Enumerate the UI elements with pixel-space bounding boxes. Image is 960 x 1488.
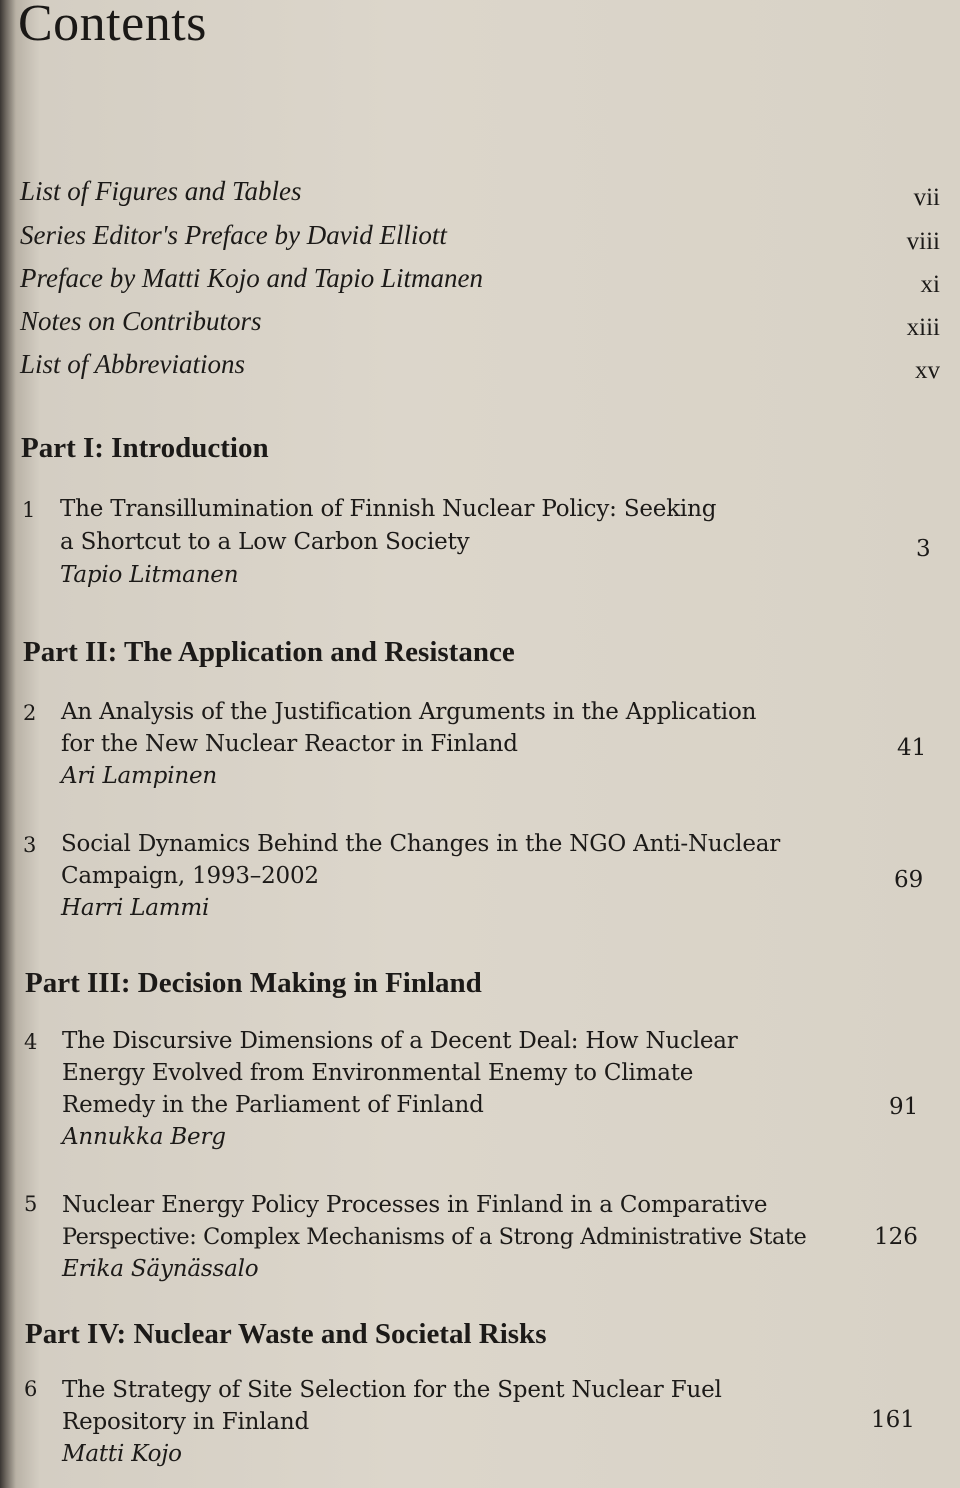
front-matter-entry [20, 306, 940, 341]
front-matter-entry [20, 349, 940, 384]
chapter-title-line: An Analysis of the Justification Arguments in the Application [61, 699, 757, 725]
chapter-page: 91 [889, 1094, 919, 1120]
chapter-page: 126 [874, 1224, 918, 1250]
front-matter-entry [20, 220, 940, 255]
chapter-author: Erika Säynässalo [62, 1256, 259, 1282]
chapter-title-line: The Discursive Dimensions of a Decent Deal: How Nuclear [62, 1028, 738, 1054]
chapter-page: 41 [897, 735, 927, 761]
chapter-title-line: Perspective: Complex Mechanisms of a Strong Administrative State [62, 1224, 807, 1250]
chapter-number: 3 [23, 833, 37, 857]
chapter-author: Harri Lammi [61, 895, 210, 921]
entry-page: xi [920, 271, 940, 298]
part-heading: Part II: The Application and Resistance [23, 636, 515, 668]
chapter-title-line: a Shortcut to a Low Carbon Society [60, 529, 470, 555]
entry-title: Series Editor's Preface by David Elliott [20, 220, 447, 250]
entry-page: xv [915, 357, 940, 384]
entry-title: Preface by Matti Kojo and Tapio Litmanen [20, 263, 483, 293]
chapter-number: 2 [23, 701, 37, 725]
chapter-author: Matti Kojo [62, 1441, 182, 1467]
chapter-title-line: Nuclear Energy Policy Processes in Finland in a Comparative [62, 1192, 768, 1218]
chapter-page: 69 [894, 867, 924, 893]
chapter-number: 4 [24, 1030, 38, 1054]
chapter-page: 3 [916, 536, 931, 562]
chapter-title-line: The Strategy of Site Selection for the Spent Nuclear Fuel [62, 1377, 722, 1403]
chapter-title-line: Campaign, 1993–2002 [61, 863, 319, 889]
entry-page: vii [913, 184, 940, 211]
part-heading: Part IV: Nuclear Waste and Societal Risks [25, 1318, 547, 1350]
chapter-author: Ari Lampinen [61, 763, 217, 789]
entry-page: viii [906, 228, 940, 255]
entry-title: List of Abbreviations [20, 349, 246, 379]
chapter-title-line: for the New Nuclear Reactor in Finland [61, 731, 518, 757]
chapter-number: 6 [24, 1377, 38, 1401]
chapter-title-line: Energy Evolved from Environmental Enemy to Climate [62, 1060, 694, 1086]
chapter-number: 5 [24, 1192, 38, 1216]
chapter-title-line: Remedy in the Parliament of Finland [62, 1092, 484, 1118]
front-matter-entry [20, 263, 940, 298]
chapter-title-line: Social Dynamics Behind the Changes in the NGO Anti-Nuclear [61, 831, 781, 857]
chapter-title-line: The Transillumination of Finnish Nuclear Policy: Seeking [60, 496, 717, 522]
page-title: Contents [18, 0, 207, 52]
entry-title: List of Figures and Tables [20, 176, 302, 206]
chapter-number: 1 [22, 498, 36, 522]
part-heading: Part III: Decision Making in Finland [25, 967, 482, 999]
chapter-author: Tapio Litmanen [60, 562, 239, 588]
chapter-title-line: Repository in Finland [62, 1409, 310, 1435]
chapter-page: 161 [871, 1407, 915, 1433]
entry-page: xiii [906, 314, 940, 341]
part-heading: Part I: Introduction [21, 432, 269, 464]
front-matter-entry [20, 176, 940, 211]
entry-title: Notes on Contributors [20, 306, 262, 336]
chapter-author: Annukka Berg [62, 1124, 226, 1150]
